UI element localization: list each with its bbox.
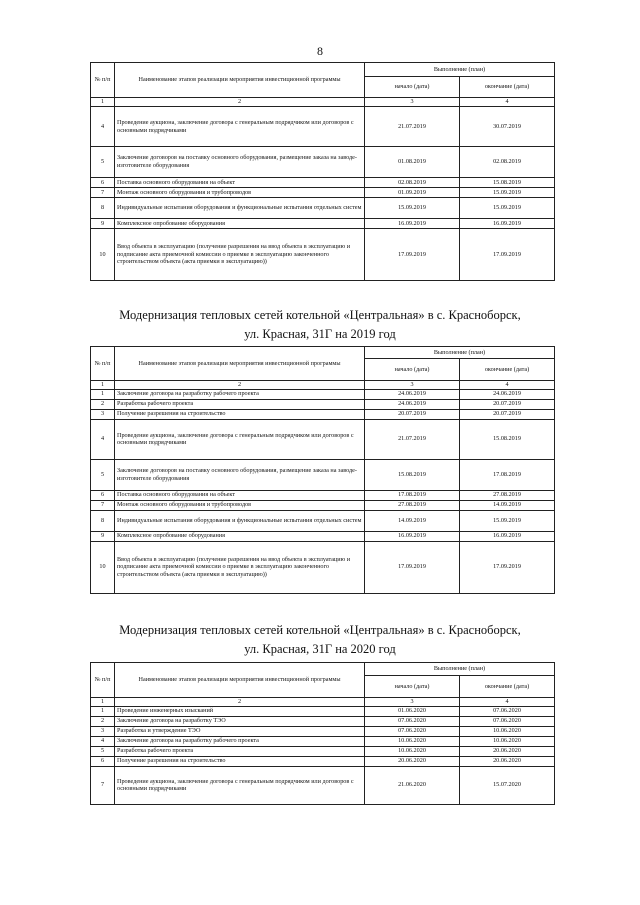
table-row — [91, 726, 555, 736]
row-number: 7 — [91, 500, 115, 510]
schedule-table-2020 — [90, 662, 555, 805]
table-row — [91, 219, 555, 229]
row-stage-name: Монтаж основного оборудования и трубопроводов — [115, 188, 365, 198]
header-index-2: 2 — [115, 98, 365, 107]
row-number: 9 — [91, 219, 115, 229]
section-title-2020-line1: Модернизация тепловых сетей котельной «Центральная» в с. Красноборск, — [119, 623, 521, 637]
row-stage-name: Проведение аукциона, заключение договора с генеральным подрядчиком или договоров с основными подрядчиками — [115, 107, 365, 147]
row-number: 7 — [91, 188, 115, 198]
row-end-date: 20.07.2019 — [460, 399, 555, 409]
row-end-date: 02.08.2019 — [460, 147, 555, 178]
row-number: 10 — [91, 541, 115, 593]
row-start-date: 17.09.2019 — [365, 229, 460, 281]
header-end: окончание (дата) — [460, 77, 555, 98]
header-end: окончание (дата) — [460, 676, 555, 698]
header-index-3: 3 — [365, 381, 460, 390]
row-number: 2 — [91, 399, 115, 409]
row-end-date: 24.06.2019 — [460, 389, 555, 399]
header-start: начало (дата) — [365, 359, 460, 381]
section-title-2019 — [0, 306, 640, 344]
row-end-date: 10.06.2020 — [460, 726, 555, 736]
row-number: 3 — [91, 409, 115, 419]
row-end-date: 15.07.2020 — [460, 766, 555, 804]
header-index-1: 1 — [91, 381, 115, 390]
table-row — [91, 756, 555, 766]
row-start-date: 24.06.2019 — [365, 399, 460, 409]
row-number: 4 — [91, 419, 115, 459]
row-stage-name: Ввод объекта в эксплуатацию (получение разрешения на ввод объекта в эксплуатацию и подписание акта приемочной комиссии о приемке в эксплуатацию законченного строительством объекта (акта приемки в эксплуатацию)) — [115, 229, 365, 281]
table-row — [91, 409, 555, 419]
table-row — [91, 229, 555, 281]
row-start-date: 01.06.2020 — [365, 706, 460, 716]
header-stage: Наименование этапов реализации мероприятия инвестиционной программы — [115, 663, 365, 698]
row-start-date: 15.08.2019 — [365, 459, 460, 490]
header-index-1: 1 — [91, 98, 115, 107]
header-index-4: 4 — [460, 381, 555, 390]
row-number: 5 — [91, 746, 115, 756]
header-stage: Наименование этапов реализации мероприятия инвестиционной программы — [115, 347, 365, 381]
row-start-date: 15.09.2019 — [365, 198, 460, 219]
table-row — [91, 147, 555, 178]
row-end-date: 15.09.2019 — [460, 188, 555, 198]
row-stage-name: Поставка основного оборудования на объект — [115, 490, 365, 500]
row-stage-name: Заключение договора на разработку рабочего проекта — [115, 389, 365, 399]
table-row — [91, 459, 555, 490]
table-row — [91, 716, 555, 726]
row-start-date: 21.07.2019 — [365, 107, 460, 147]
row-end-date: 10.06.2020 — [460, 736, 555, 746]
row-stage-name: Ввод объекта в эксплуатацию (получение разрешения на ввод объекта в эксплуатацию и подписание акта приемочной комиссии о приемке в эксплуатацию законченного строительством объекта (акта приемки в эксплуатацию)) — [115, 541, 365, 593]
header-num: № п/п — [91, 63, 115, 98]
header-num: № п/п — [91, 663, 115, 698]
row-start-date: 21.07.2019 — [365, 419, 460, 459]
row-stage-name: Заключение договоров на поставку основного оборудования, размещение заказа на заводе-изготовителе оборудования — [115, 459, 365, 490]
row-end-date: 07.06.2020 — [460, 706, 555, 716]
row-number: 2 — [91, 716, 115, 726]
row-stage-name: Заключение договоров на поставку основного оборудования, размещение заказа на заводе-изготовителе оборудования — [115, 147, 365, 178]
header-execution: Выполнение (план) — [365, 663, 555, 676]
header-index-1: 1 — [91, 698, 115, 707]
table-row — [91, 510, 555, 531]
row-start-date: 17.09.2019 — [365, 541, 460, 593]
row-stage-name: Комплексное опробование оборудования — [115, 531, 365, 541]
row-stage-name: Проведение аукциона, заключение договора с генеральным подрядчиком или договоров с основными подрядчиками — [115, 766, 365, 804]
row-number: 4 — [91, 736, 115, 746]
row-stage-name: Получение разрешения на строительство — [115, 409, 365, 419]
row-stage-name: Заключение договора на разработку ТЭО — [115, 716, 365, 726]
table-row — [91, 541, 555, 593]
row-start-date: 07.06.2020 — [365, 726, 460, 736]
table-row — [91, 419, 555, 459]
row-start-date: 10.06.2020 — [365, 746, 460, 756]
header-index-3: 3 — [365, 98, 460, 107]
row-start-date: 16.09.2019 — [365, 531, 460, 541]
row-stage-name: Монтаж основного оборудования и трубопроводов — [115, 500, 365, 510]
row-number: 4 — [91, 107, 115, 147]
schedule-table-2019 — [90, 346, 555, 594]
row-stage-name: Разработка рабочего проекта — [115, 746, 365, 756]
header-stage: Наименование этапов реализации мероприятия инвестиционной программы — [115, 63, 365, 98]
row-number: 5 — [91, 147, 115, 178]
header-index-2: 2 — [115, 381, 365, 390]
row-stage-name: Разработка рабочего проекта — [115, 399, 365, 409]
row-stage-name: Индивидуальные испытания оборудования и функциональные испытания отдельных систем — [115, 198, 365, 219]
row-end-date: 20.06.2020 — [460, 756, 555, 766]
row-start-date: 01.09.2019 — [365, 188, 460, 198]
row-number: 6 — [91, 490, 115, 500]
table-row — [91, 490, 555, 500]
table-row — [91, 766, 555, 804]
row-start-date: 21.06.2020 — [365, 766, 460, 804]
row-start-date: 27.08.2019 — [365, 500, 460, 510]
table-row — [91, 178, 555, 188]
row-end-date: 20.06.2020 — [460, 746, 555, 756]
row-number: 6 — [91, 178, 115, 188]
row-start-date: 20.07.2019 — [365, 409, 460, 419]
row-end-date: 14.09.2019 — [460, 500, 555, 510]
row-end-date: 27.08.2019 — [460, 490, 555, 500]
row-stage-name: Проведение аукциона, заключение договора с генеральным подрядчиком или договоров с основными подрядчиками — [115, 419, 365, 459]
row-number: 8 — [91, 510, 115, 531]
row-end-date: 15.08.2019 — [460, 178, 555, 188]
section-title-2020 — [0, 621, 640, 659]
table-row — [91, 198, 555, 219]
header-index-4: 4 — [460, 98, 555, 107]
section-title-2019-line2: ул. Красная, 31Г на 2019 год — [244, 327, 396, 341]
row-number: 8 — [91, 198, 115, 219]
page-number: 8 — [317, 44, 323, 58]
row-number: 9 — [91, 531, 115, 541]
row-number: 10 — [91, 229, 115, 281]
row-number: 1 — [91, 706, 115, 716]
row-stage-name: Разработка и утверждение ТЭО — [115, 726, 365, 736]
header-index-2: 2 — [115, 698, 365, 707]
row-stage-name: Заключение договора на разработку рабочего проекта — [115, 736, 365, 746]
header-execution: Выполнение (план) — [365, 63, 555, 77]
row-end-date: 15.09.2019 — [460, 510, 555, 531]
table-row — [91, 500, 555, 510]
row-end-date: 17.09.2019 — [460, 229, 555, 281]
header-start: начало (дата) — [365, 676, 460, 698]
row-start-date: 10.06.2020 — [365, 736, 460, 746]
table-row — [91, 188, 555, 198]
row-stage-name: Комплексное опробование оборудования — [115, 219, 365, 229]
table-row — [91, 107, 555, 147]
row-stage-name: Проведение инженерных изысканий — [115, 706, 365, 716]
row-start-date: 01.08.2019 — [365, 147, 460, 178]
row-start-date: 24.06.2019 — [365, 389, 460, 399]
row-end-date: 16.09.2019 — [460, 531, 555, 541]
table-row — [91, 399, 555, 409]
row-start-date: 16.09.2019 — [365, 219, 460, 229]
schedule-table-continued — [90, 62, 555, 281]
table-row — [91, 706, 555, 716]
row-end-date: 30.07.2019 — [460, 107, 555, 147]
row-number: 1 — [91, 389, 115, 399]
row-start-date: 02.08.2019 — [365, 178, 460, 188]
row-end-date: 15.09.2019 — [460, 198, 555, 219]
row-end-date: 17.08.2019 — [460, 459, 555, 490]
row-end-date: 17.09.2019 — [460, 541, 555, 593]
row-end-date: 15.08.2019 — [460, 419, 555, 459]
header-index-4: 4 — [460, 698, 555, 707]
row-end-date: 20.07.2019 — [460, 409, 555, 419]
row-start-date: 07.06.2020 — [365, 716, 460, 726]
row-number: 3 — [91, 726, 115, 736]
row-number: 7 — [91, 766, 115, 804]
section-title-2019-line1: Модернизация тепловых сетей котельной «Центральная» в с. Красноборск, — [119, 308, 521, 322]
table-row — [91, 389, 555, 399]
header-end: окончание (дата) — [460, 359, 555, 381]
table-row — [91, 746, 555, 756]
row-start-date: 20.06.2020 — [365, 756, 460, 766]
row-end-date: 07.06.2020 — [460, 716, 555, 726]
section-title-2020-line2: ул. Красная, 31Г на 2020 год — [244, 642, 396, 656]
row-start-date: 17.08.2019 — [365, 490, 460, 500]
row-number: 5 — [91, 459, 115, 490]
row-stage-name: Поставка основного оборудования на объект — [115, 178, 365, 188]
row-stage-name: Индивидуальные испытания оборудования и функциональные испытания отдельных систем — [115, 510, 365, 531]
row-stage-name: Получение разрешения на строительство — [115, 756, 365, 766]
header-execution: Выполнение (план) — [365, 347, 555, 359]
table-row — [91, 736, 555, 746]
header-index-3: 3 — [365, 698, 460, 707]
header-num: № п/п — [91, 347, 115, 381]
table-row — [91, 531, 555, 541]
header-start: начало (дата) — [365, 77, 460, 98]
row-number: 6 — [91, 756, 115, 766]
row-end-date: 16.09.2019 — [460, 219, 555, 229]
row-start-date: 14.09.2019 — [365, 510, 460, 531]
